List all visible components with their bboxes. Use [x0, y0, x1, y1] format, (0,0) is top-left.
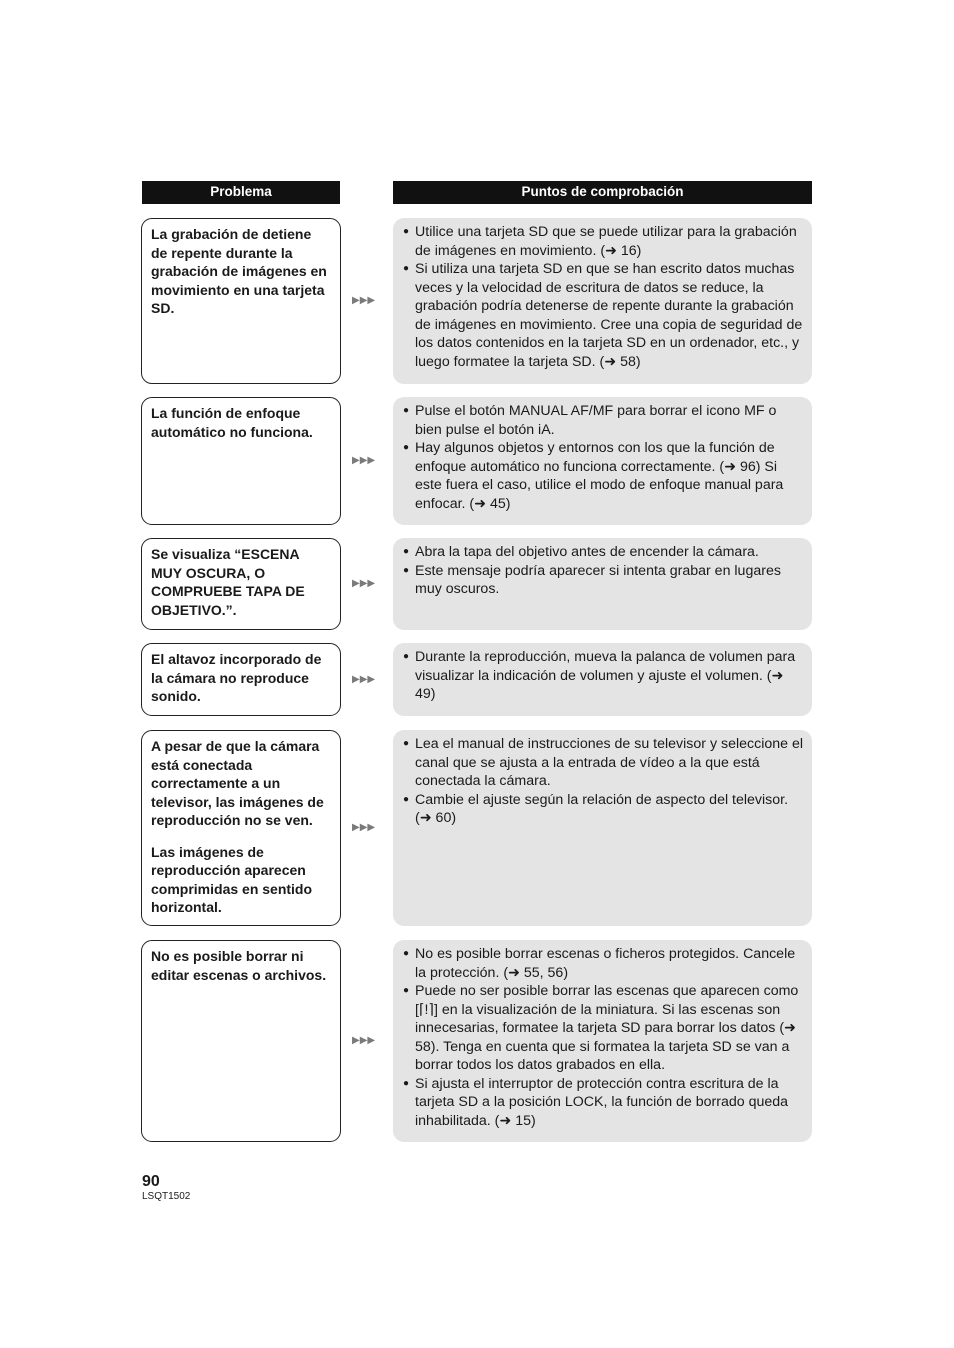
check-item: ● Si utiliza una tarjeta SD en que se han escrito datos muchas veces y la velocidad de escritura de datos se reduce, la grabación podría detenerse de repente durante la grabación de imágenes en movimiento. Cree una copia de seguridad de los datos contenidos en la tarjeta SD en un ordenador, etc., y luego formatee la tarjeta SD. (➜ 58): [403, 260, 804, 371]
arrow-icon: ▶▶▶: [352, 578, 376, 589]
arrow-icon: ▶▶▶: [352, 1035, 376, 1046]
problem-text: La grabación de detiene de repente durante la grabación de imágenes en movimiento en una tarjeta SD.: [151, 226, 327, 316]
trouble-row-5: [0, 730, 954, 926]
problem-box: [141, 730, 341, 926]
problem-box: [141, 538, 341, 630]
trouble-row-2: [0, 397, 954, 525]
trouble-row-6: [0, 940, 954, 1142]
check-item: ● No es posible borrar escenas o ficheros protegidos. Cancele la protección. (➜ 55, 56): [403, 945, 804, 982]
problem-text: Se visualiza “ESCENA MUY OSCURA, O COMPRUEBE TAPA DE OBJETIVO.”.: [151, 546, 305, 618]
check-box: [393, 218, 812, 384]
problem-text: A pesar de que la cámara está conectada correctamente a un televisor, las imágenes de reproducción no se ven.: [151, 738, 324, 828]
check-item: ● Cambie el ajuste según la relación de aspecto del televisor. (➜ 60): [403, 791, 804, 828]
trouble-row-1: [0, 218, 954, 384]
check-box: [393, 643, 812, 716]
arrow-icon: ▶▶▶: [352, 822, 376, 833]
problem-text: Las imágenes de reproducción aparecen comprimidas en sentido horizontal.: [151, 843, 313, 915]
document-code: LSQT1502: [142, 1191, 191, 1202]
header-problem: Problema: [142, 181, 340, 204]
page-number: 90: [142, 1173, 160, 1190]
trouble-row-4: [0, 643, 954, 716]
check-box: [393, 538, 812, 630]
problem-text: El altavoz incorporado de la cámara no reproduce sonido.: [151, 651, 322, 704]
check-item: ● Puede no ser posible borrar las escenas que aparecen como [⌈!⌉] en la visualización de la miniatura. Si las escenas son innecesarias, formatee la tarjeta SD para borrar los datos (➜ 58). Tenga en cuenta que si formatea la tarjeta SD se van a borrar todos los datos grabados en ella.: [403, 982, 804, 1075]
header-checks: Puntos de comprobación: [393, 181, 812, 204]
check-item: ● Este mensaje podría aparecer si intenta grabar en lugares muy oscuros.: [403, 562, 804, 599]
problem-text: La función de enfoque automático no funciona.: [151, 405, 313, 440]
check-item: ● Hay algunos objetos y entornos con los que la función de enfoque automático no funciona correctamente. (➜ 96) Si este fuera el caso, utilice el modo de enfoque manual para enfocar. (➜ 45): [403, 439, 804, 513]
check-item: ● Abra la tapa del objetivo antes de encender la cámara.: [403, 543, 804, 562]
problem-box: [141, 397, 341, 525]
arrow-icon: ▶▶▶: [352, 455, 376, 466]
problem-box: [141, 218, 341, 384]
check-item: ● Utilice una tarjeta SD que se puede utilizar para la grabación de imágenes en movimiento. (➜ 16): [403, 223, 804, 260]
arrow-icon: ▶▶▶: [352, 295, 376, 306]
check-item: ● Si ajusta el interruptor de protección contra escritura de la tarjeta SD a la posición LOCK, la función de borrado queda inhabilitada. (➜ 15): [403, 1075, 804, 1131]
check-item: ● Durante la reproducción, mueva la palanca de volumen para visualizar la indicación de volumen y ajuste el volumen. (➜ 49): [403, 648, 804, 704]
check-box: [393, 397, 812, 525]
check-box: [393, 730, 812, 926]
arrow-icon: ▶▶▶: [352, 673, 376, 685]
problem-box: [141, 940, 341, 1142]
check-item: ● Pulse el botón MANUAL AF/MF para borrar el icono MF o bien pulse el botón iA.: [403, 402, 804, 439]
check-item: ● Lea el manual de instrucciones de su televisor y seleccione el canal que se ajusta a la entrada de vídeo a la que está conectada la cámara.: [403, 735, 804, 791]
problem-box: [141, 643, 341, 716]
problem-text: No es posible borrar ni editar escenas o archivos.: [151, 948, 327, 983]
trouble-row-3: [0, 538, 954, 630]
check-box: [393, 940, 812, 1142]
